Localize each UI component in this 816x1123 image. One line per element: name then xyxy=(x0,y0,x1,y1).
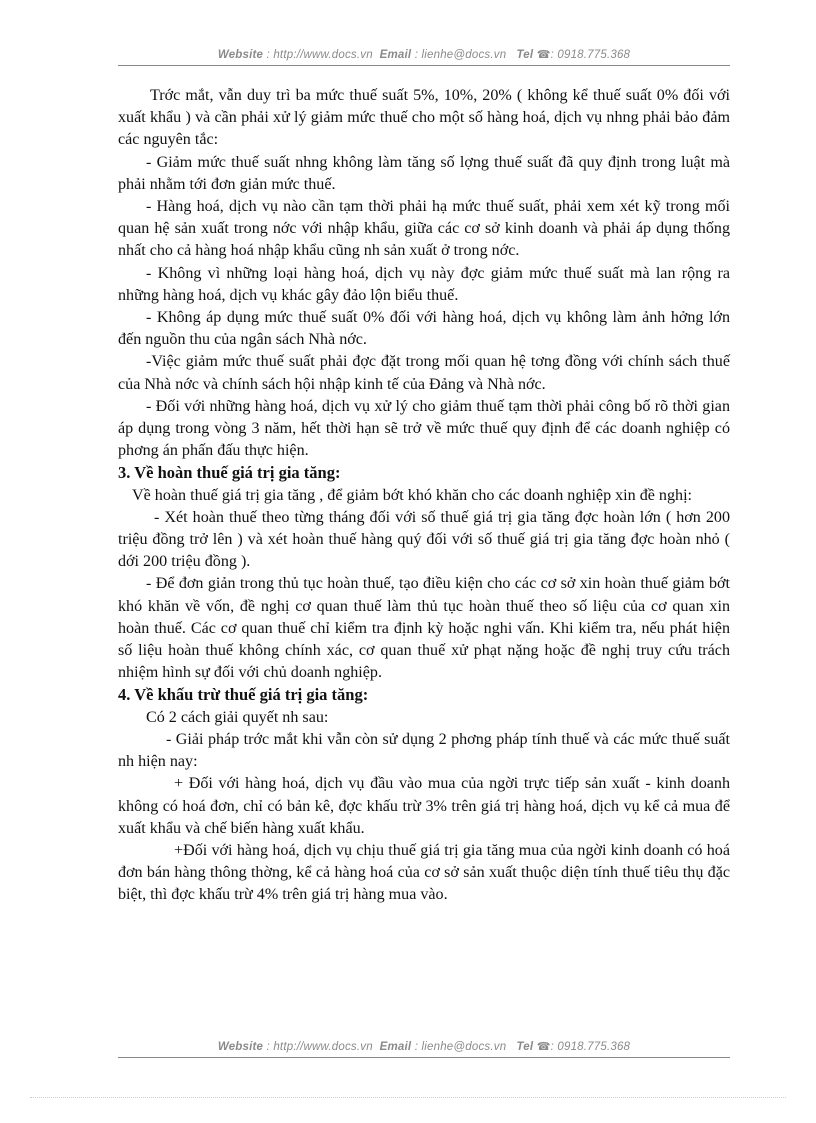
footer-email-value: : lienhe@docs.vn xyxy=(414,1041,507,1053)
paragraph-6: -Việc giảm mức thuế suất phải đợc đặt trong mối quan hệ tơng đồng với chính sách thuế của Nhà nớc và chính sách hội nhập kinh tế của Đảng và Nhà nớc. xyxy=(118,353,730,393)
document-body xyxy=(118,85,730,907)
page-edge-divider xyxy=(30,1097,786,1098)
page-footer xyxy=(118,1040,730,1058)
phone-icon: ☎ xyxy=(536,1041,551,1053)
header-tel-value: : 0918.775.368 xyxy=(550,49,631,61)
paragraph-13: + Đối với hàng hoá, dịch vụ đầu vào mua của ngời trực tiếp sản xuất - kinh doanh không có hoá đơn, chỉ có bản kê, đợc khấu trừ 3% trên giá trị hàng hoá, dịch vụ kể cả mua để xuất khẩu và chế biến hàng xuất khẩu. xyxy=(118,775,730,837)
footer-email-label: Email xyxy=(379,1041,412,1053)
header-website-label: Website xyxy=(217,49,264,61)
paragraph-2: - Giảm mức thuế suất nhng không làm tăng số lợng thuế suất đã quy định trong luật mà phải nhằm tới đơn giản mức thuế. xyxy=(118,153,730,193)
paragraph-3: - Hàng hoá, dịch vụ nào cần tạm thời phải hạ mức thuế suất, phải xem xét kỹ trong mối quan hệ sản xuất trong nớc với nhập khẩu, giữa các cơ sở kinh doanh và phải áp dụng thống nhất cho cả hàng hoá nhập khẩu cũng nh sản xuất ở trong nớc. xyxy=(118,198,730,260)
paragraph-12: - Giải pháp trớc mắt khi vẫn còn sử dụng 2 phơng pháp tính thuế và các mức thuế suất nh hiện nay: xyxy=(118,730,730,771)
header-website-url: : http://www.docs.vn xyxy=(266,49,373,61)
phone-icon: ☎ xyxy=(536,49,551,61)
section-heading-4: 4. Về khấu trừ thuế giá trị gia tăng: xyxy=(118,685,369,705)
paragraph-5: - Không áp dụng mức thuế suất 0% đối với hàng hoá, dịch vụ không làm ảnh hởng lớn đến nguồn thu của ngân sách Nhà nớc. xyxy=(118,309,730,349)
section-heading-3: 3. Về hoàn thuế giá trị gia tăng: xyxy=(118,463,341,483)
paragraph-7: - Đối với những hàng hoá, dịch vụ xử lý cho giảm thuế tạm thời phải công bố rõ thời gian áp dụng trong vòng 3 năm, hết thời hạn sẽ trở về mức thuế quy định để các doanh nghiệp có phơng án phấn đấu thực hiện. xyxy=(118,397,730,460)
footer-website-label: Website xyxy=(217,1041,264,1053)
paragraph-11: Có 2 cách giải quyết nh sau: xyxy=(146,708,329,726)
paragraph-1: Trớc mắt, vẫn duy trì ba mức thuế suất 5%, 10%, 20% ( không kể thuế suất 0% đối với xuất khẩu ) và cần phải xử lý giảm mức thuế cho một số hàng hoá, dịch vụ nhng phải bảo đảm các nguyên tắc: xyxy=(118,87,730,149)
paragraph-9: - Xét hoàn thuế theo từng tháng đối với số thuế giá trị gia tăng đợc hoàn lớn ( hơn 200 triệu đồng trở lên ) và xét hoàn thuế hàng quý đối với số thuế giá trị gia tăng đợc hoàn nhỏ ( dới 200 triệu đồng ). xyxy=(118,508,730,571)
header-email-value: : lienhe@docs.vn xyxy=(414,49,507,61)
footer-tel-value: : 0918.775.368 xyxy=(550,1041,631,1053)
footer-website-url: : http://www.docs.vn xyxy=(266,1041,373,1053)
header-tel-label: Tel xyxy=(516,49,534,61)
header-email-label: Email xyxy=(379,49,412,61)
paragraph-4: - Không vì những loại hàng hoá, dịch vụ này đợc giảm mức thuế suất mà lan rộng ra những hàng hoá, dịch vụ khác gây đảo lộn biểu thuế. xyxy=(118,264,730,304)
paragraph-14: +Đối với hàng hoá, dịch vụ chịu thuế giá trị gia tăng mua của ngời kinh doanh có hoá đơn bán hàng thông thờng, kể cả hàng hoá của cơ sở sản xuất thuộc diện tính thuế tiêu thụ đặc biệt, thì đợc khấu trừ 4% trên giá trị hàng mua vào. xyxy=(118,841,730,904)
paragraph-10: - Để đơn giản trong thủ tục hoàn thuế, tạo điều kiện cho các cơ sở xin hoàn thuế giảm bớt khó khăn về vốn, đề nghị cơ quan thuế làm thủ tục hoàn thuế theo số liệu của cơ quan xin hoàn thuế. Các cơ quan thuế chỉ kiểm tra định kỳ hoặc nghi vấn. Khi kiểm tra, nếu phát hiện số liệu hoàn thuế không chính xác, cơ quan thuế xử phạt nặng hoặc đề nghị truy cứu trách nhiệm hình sự đối với chủ doanh nghiệp. xyxy=(118,575,730,682)
footer-tel-label: Tel xyxy=(516,1041,534,1053)
paragraph-8: Về hoàn thuế giá trị gia tăng , để giảm bớt khó khăn cho các doanh nghiệp xin đề nghị: xyxy=(132,486,693,504)
page-header xyxy=(118,48,730,66)
